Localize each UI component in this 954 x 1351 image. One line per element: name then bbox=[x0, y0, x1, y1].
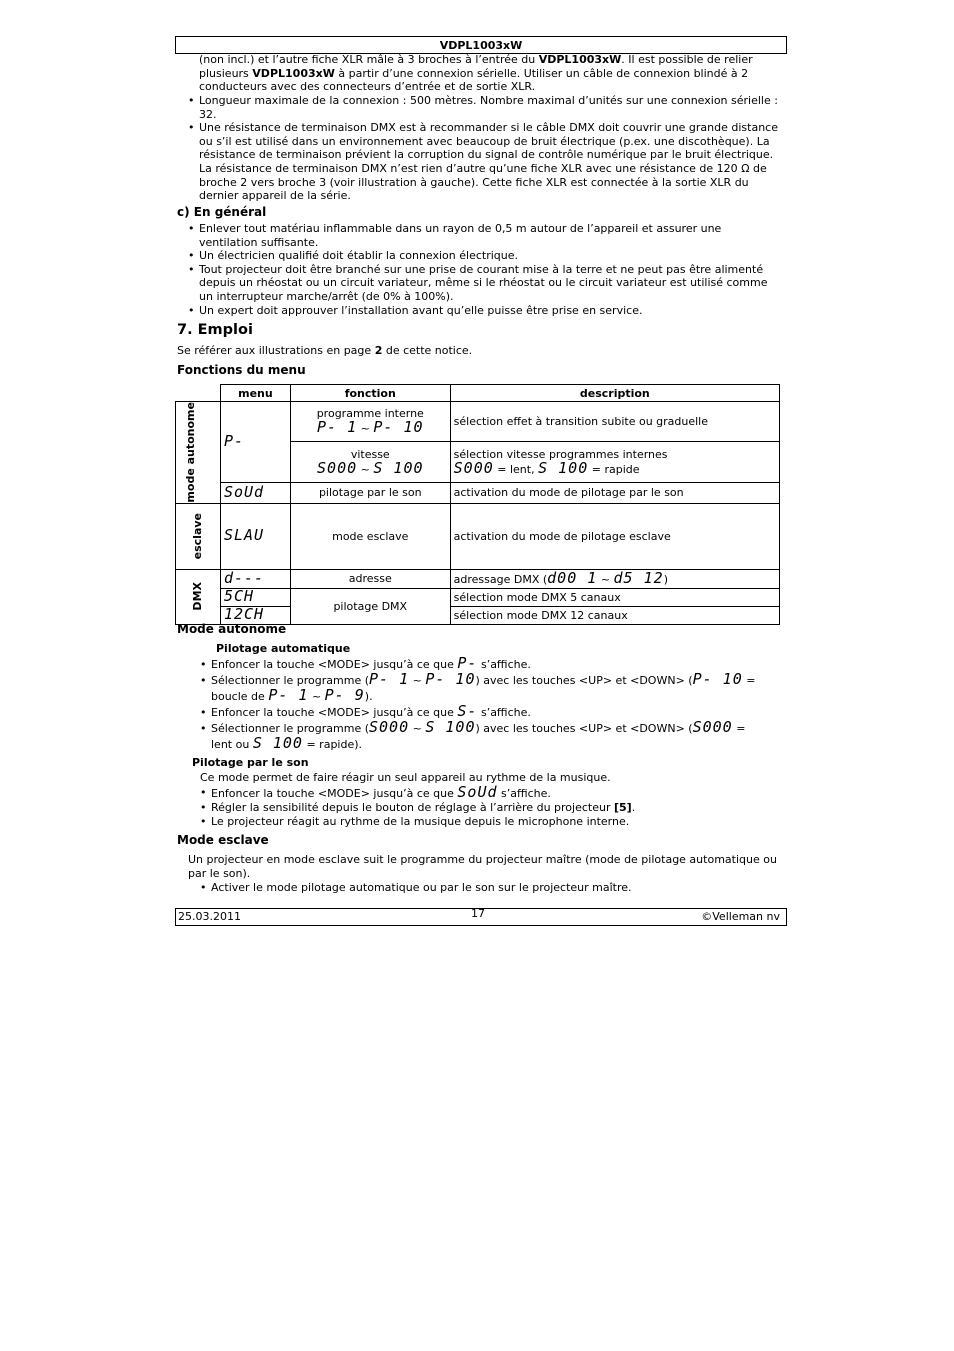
desc-speed bbox=[450, 442, 779, 482]
desc-text: = rapide bbox=[591, 462, 640, 476]
text: Enfoncer la touche <MODE> jusqu’à ce que bbox=[211, 787, 458, 800]
desc-5ch: sélection mode DMX 5 canaux bbox=[450, 588, 779, 606]
ref-page: 2 bbox=[374, 344, 383, 357]
subtitle-auto: Pilotage automatique bbox=[216, 642, 351, 655]
text: Enfoncer la touche <MODE> jusqu’à ce que bbox=[211, 706, 458, 719]
esclave-bullets bbox=[198, 881, 768, 895]
segment-display: S000 bbox=[369, 718, 410, 736]
desc-text: sélection vitesse programmes internes bbox=[453, 447, 668, 461]
segment-display: P- 1 bbox=[268, 686, 309, 704]
list-item bbox=[198, 783, 768, 801]
func-address: adresse bbox=[290, 569, 450, 588]
list-item: • Le projecteur réagit au rythme de la musique depuis le microphone interne. bbox=[198, 815, 768, 829]
list-item bbox=[198, 718, 768, 753]
code-slave bbox=[220, 503, 290, 569]
func-dmx: pilotage DMX bbox=[290, 588, 450, 624]
text: ). bbox=[364, 690, 373, 703]
text: Régler la sensibilité depuis le bouton de réglage à l’arrière du projecteur bbox=[211, 801, 614, 814]
text: s’affiche. bbox=[477, 658, 531, 671]
segment-display: S 100 bbox=[425, 718, 476, 736]
func-prog bbox=[290, 402, 450, 442]
general-bullets bbox=[186, 222, 776, 317]
intro-text-3: à partir d’une connexion sérielle. Utiliser un câble de connexion blindé à 2 conducteurs avec des connecteurs d’entrée et de sortie XLR. bbox=[199, 66, 749, 94]
footer-page-number: 17 bbox=[471, 907, 485, 920]
tilde: ~ bbox=[311, 690, 322, 703]
table-row bbox=[176, 402, 780, 442]
list-item bbox=[198, 670, 768, 705]
esclave-intro: Un projecteur en mode esclave suit le programme du projecteur maître (mode de pilotage automatique ou par le son). bbox=[188, 853, 777, 880]
group-label-autonome: mode autonome bbox=[183, 402, 197, 503]
table-corner bbox=[176, 385, 221, 402]
menu-functions-title: Fonctions du menu bbox=[177, 363, 306, 377]
column-header-description: description bbox=[450, 385, 779, 402]
section-title-emploi: 7. Emploi bbox=[177, 322, 253, 338]
text: s’affiche. bbox=[497, 787, 551, 800]
tilde: ~ bbox=[600, 572, 611, 586]
desc-sound: activation du mode de pilotage par le son bbox=[450, 482, 779, 503]
segment-display: SoUd bbox=[223, 482, 265, 501]
segment-display: S 100 bbox=[373, 458, 424, 477]
intro-paragraph bbox=[199, 53, 779, 94]
group-label-esclave: esclave bbox=[191, 512, 205, 560]
emploi-reference bbox=[177, 344, 472, 357]
desc-text: ) bbox=[663, 572, 668, 586]
segment-display: S 100 bbox=[252, 734, 303, 752]
ref-text: Se référer aux illustrations en page bbox=[177, 344, 375, 357]
list-item: • Longueur maximale de la connexion : 500 mètres. Nombre maximal d’unités sur une connexion sérielle : 32. bbox=[186, 94, 781, 121]
reference: [5] bbox=[613, 801, 632, 814]
code-5ch bbox=[220, 588, 290, 606]
desc-text: adressage DMX ( bbox=[453, 572, 548, 586]
group-autonome bbox=[176, 402, 221, 504]
func-slave: mode esclave bbox=[290, 503, 450, 569]
sound-intro: Ce mode permet de faire réagir un seul appareil au rythme de la musique. bbox=[200, 771, 611, 784]
group-esclave bbox=[176, 503, 221, 569]
segment-display: S- bbox=[457, 702, 478, 720]
list-item: • Enlever tout matériau inflammable dans un rayon de 0,5 m autour de l’appareil et assurer une ventilation suffisante. bbox=[186, 222, 776, 249]
intro-bullets bbox=[186, 94, 781, 203]
segment-display: S000 bbox=[692, 718, 733, 736]
desc-12ch: sélection mode DMX 12 canaux bbox=[450, 606, 779, 624]
tilde: ~ bbox=[360, 422, 370, 436]
table-row bbox=[176, 503, 780, 569]
tilde: ~ bbox=[412, 674, 422, 687]
footer-date: 25.03.2011 bbox=[178, 910, 241, 923]
code-address bbox=[220, 569, 290, 588]
segment-display: S 100 bbox=[538, 458, 589, 477]
text: Sélectionner le programme ( bbox=[211, 674, 369, 687]
desc-prog: sélection effet à transition subite ou graduelle bbox=[450, 402, 779, 442]
list-item: • Un expert doit approuver l’installation avant qu’elle puisse être prise en service. bbox=[186, 304, 776, 318]
group-dmx bbox=[176, 569, 221, 624]
segment-display: d00 1 bbox=[547, 568, 598, 587]
segment-display: P- bbox=[223, 431, 245, 450]
intro-model-1: VDPL1003xW bbox=[538, 53, 622, 66]
intro-text-1: (non incl.) et l’autre fiche XLR mâle à 3 broches à l’entrée du bbox=[199, 53, 539, 66]
intro-model-2: VDPL1003xW bbox=[252, 66, 335, 80]
list-item bbox=[198, 702, 768, 721]
text: = bbox=[742, 674, 756, 687]
list-item bbox=[198, 801, 768, 815]
tilde: ~ bbox=[360, 462, 370, 476]
text: Sélectionner le programme ( bbox=[211, 722, 369, 735]
code-sound bbox=[220, 482, 290, 503]
segment-display: 5CH bbox=[223, 587, 255, 606]
list-item: • Une résistance de terminaison DMX est à recommander si le câble DMX doit couvrir une grande distance ou s’il est utilisé dans un environnement avec beaucoup de bruit électrique (p.ex. une discothèque). La résistance de terminaison prévient la corruption du signal de contrôle numérique par le bruit électrique. La résistance de terminaison DMX n’est rien d’autre qu’une fiche XLR avec une résistance de 120 Ω de broche 2 vers broche 3 (voir illustration à gauche). Cette fiche XLR est connectée à la sortie XLR du dernier appareil de la série. bbox=[186, 121, 781, 203]
segment-display: P- 1 bbox=[317, 418, 358, 437]
segment-display: P- 10 bbox=[373, 418, 424, 437]
text: = rapide). bbox=[302, 738, 363, 751]
text: = bbox=[732, 722, 746, 735]
section-title-general: c) En général bbox=[177, 205, 267, 219]
desc-text: = lent, bbox=[497, 462, 535, 476]
segment-display: d--- bbox=[223, 568, 265, 587]
section-title-autonome: Mode autonome bbox=[177, 622, 287, 636]
list-item: • Activer le mode pilotage automatique ou par le son sur le projecteur maître. bbox=[198, 881, 768, 895]
ref-text-end: de cette notice. bbox=[382, 344, 473, 357]
header-title: VDPL1003xW bbox=[175, 36, 787, 54]
text: ) avec les touches <UP> et <DOWN> ( bbox=[475, 674, 693, 687]
code-p bbox=[220, 402, 290, 483]
desc-slave: activation du mode de pilotage esclave bbox=[450, 503, 779, 569]
desc-address bbox=[450, 569, 779, 588]
segment-display: SLAU bbox=[223, 526, 265, 545]
segment-display: P- 1 bbox=[369, 670, 410, 688]
list-item: • Tout projecteur doit être branché sur une prise de courant mise à la terre et ne peut pas être alimenté depuis un rhéostat ou un circuit variateur, même si le rhéostat ou le circuit variateur est utilisé comme un interrupteur marche/arrêt (de 0% à 100%). bbox=[186, 263, 776, 304]
sound-bullets bbox=[198, 783, 768, 829]
func-sound: pilotage par le son bbox=[290, 482, 450, 503]
column-header-menu: menu bbox=[220, 385, 290, 402]
segment-display: SoUd bbox=[457, 783, 498, 801]
text: ) avec les touches <UP> et <DOWN> ( bbox=[475, 722, 693, 735]
footer bbox=[175, 908, 787, 926]
column-header-fonction: fonction bbox=[290, 385, 450, 402]
table-row bbox=[176, 588, 780, 606]
segment-display: P- 10 bbox=[692, 670, 743, 688]
footer-copyright: ©Velleman nv bbox=[701, 910, 780, 923]
func-speed bbox=[290, 442, 450, 482]
list-item: • Un électricien qualifié doit établir la connexion électrique. bbox=[186, 249, 776, 263]
text: lent ou bbox=[211, 738, 253, 751]
text: boucle de bbox=[211, 690, 269, 703]
table-row bbox=[176, 482, 780, 503]
auto-bullets bbox=[198, 654, 768, 753]
list-item bbox=[198, 654, 768, 673]
intro-text-2: . Il est possible de relier plusieurs bbox=[199, 53, 753, 80]
func-label: vitesse bbox=[350, 447, 390, 461]
segment-display: 12CH bbox=[223, 605, 265, 624]
text: s’affiche. bbox=[477, 706, 531, 719]
segment-display: P- bbox=[457, 654, 478, 672]
section-title-esclave: Mode esclave bbox=[177, 833, 269, 847]
table-header-row bbox=[176, 385, 780, 402]
segment-display: S000 bbox=[317, 458, 358, 477]
menu-table bbox=[175, 384, 780, 625]
segment-display: P- 9 bbox=[324, 686, 365, 704]
subtitle-sound: Pilotage par le son bbox=[192, 756, 309, 769]
segment-display: d5 12 bbox=[613, 568, 664, 587]
text: . bbox=[631, 801, 636, 814]
segment-display: S000 bbox=[453, 458, 494, 477]
text: Enfoncer la touche <MODE> jusqu’à ce que bbox=[211, 658, 458, 671]
segment-display: P- 10 bbox=[425, 670, 476, 688]
tilde: ~ bbox=[412, 722, 422, 735]
table-row bbox=[176, 569, 780, 588]
func-label: programme interne bbox=[316, 407, 424, 421]
group-label-dmx: DMX bbox=[191, 582, 205, 611]
